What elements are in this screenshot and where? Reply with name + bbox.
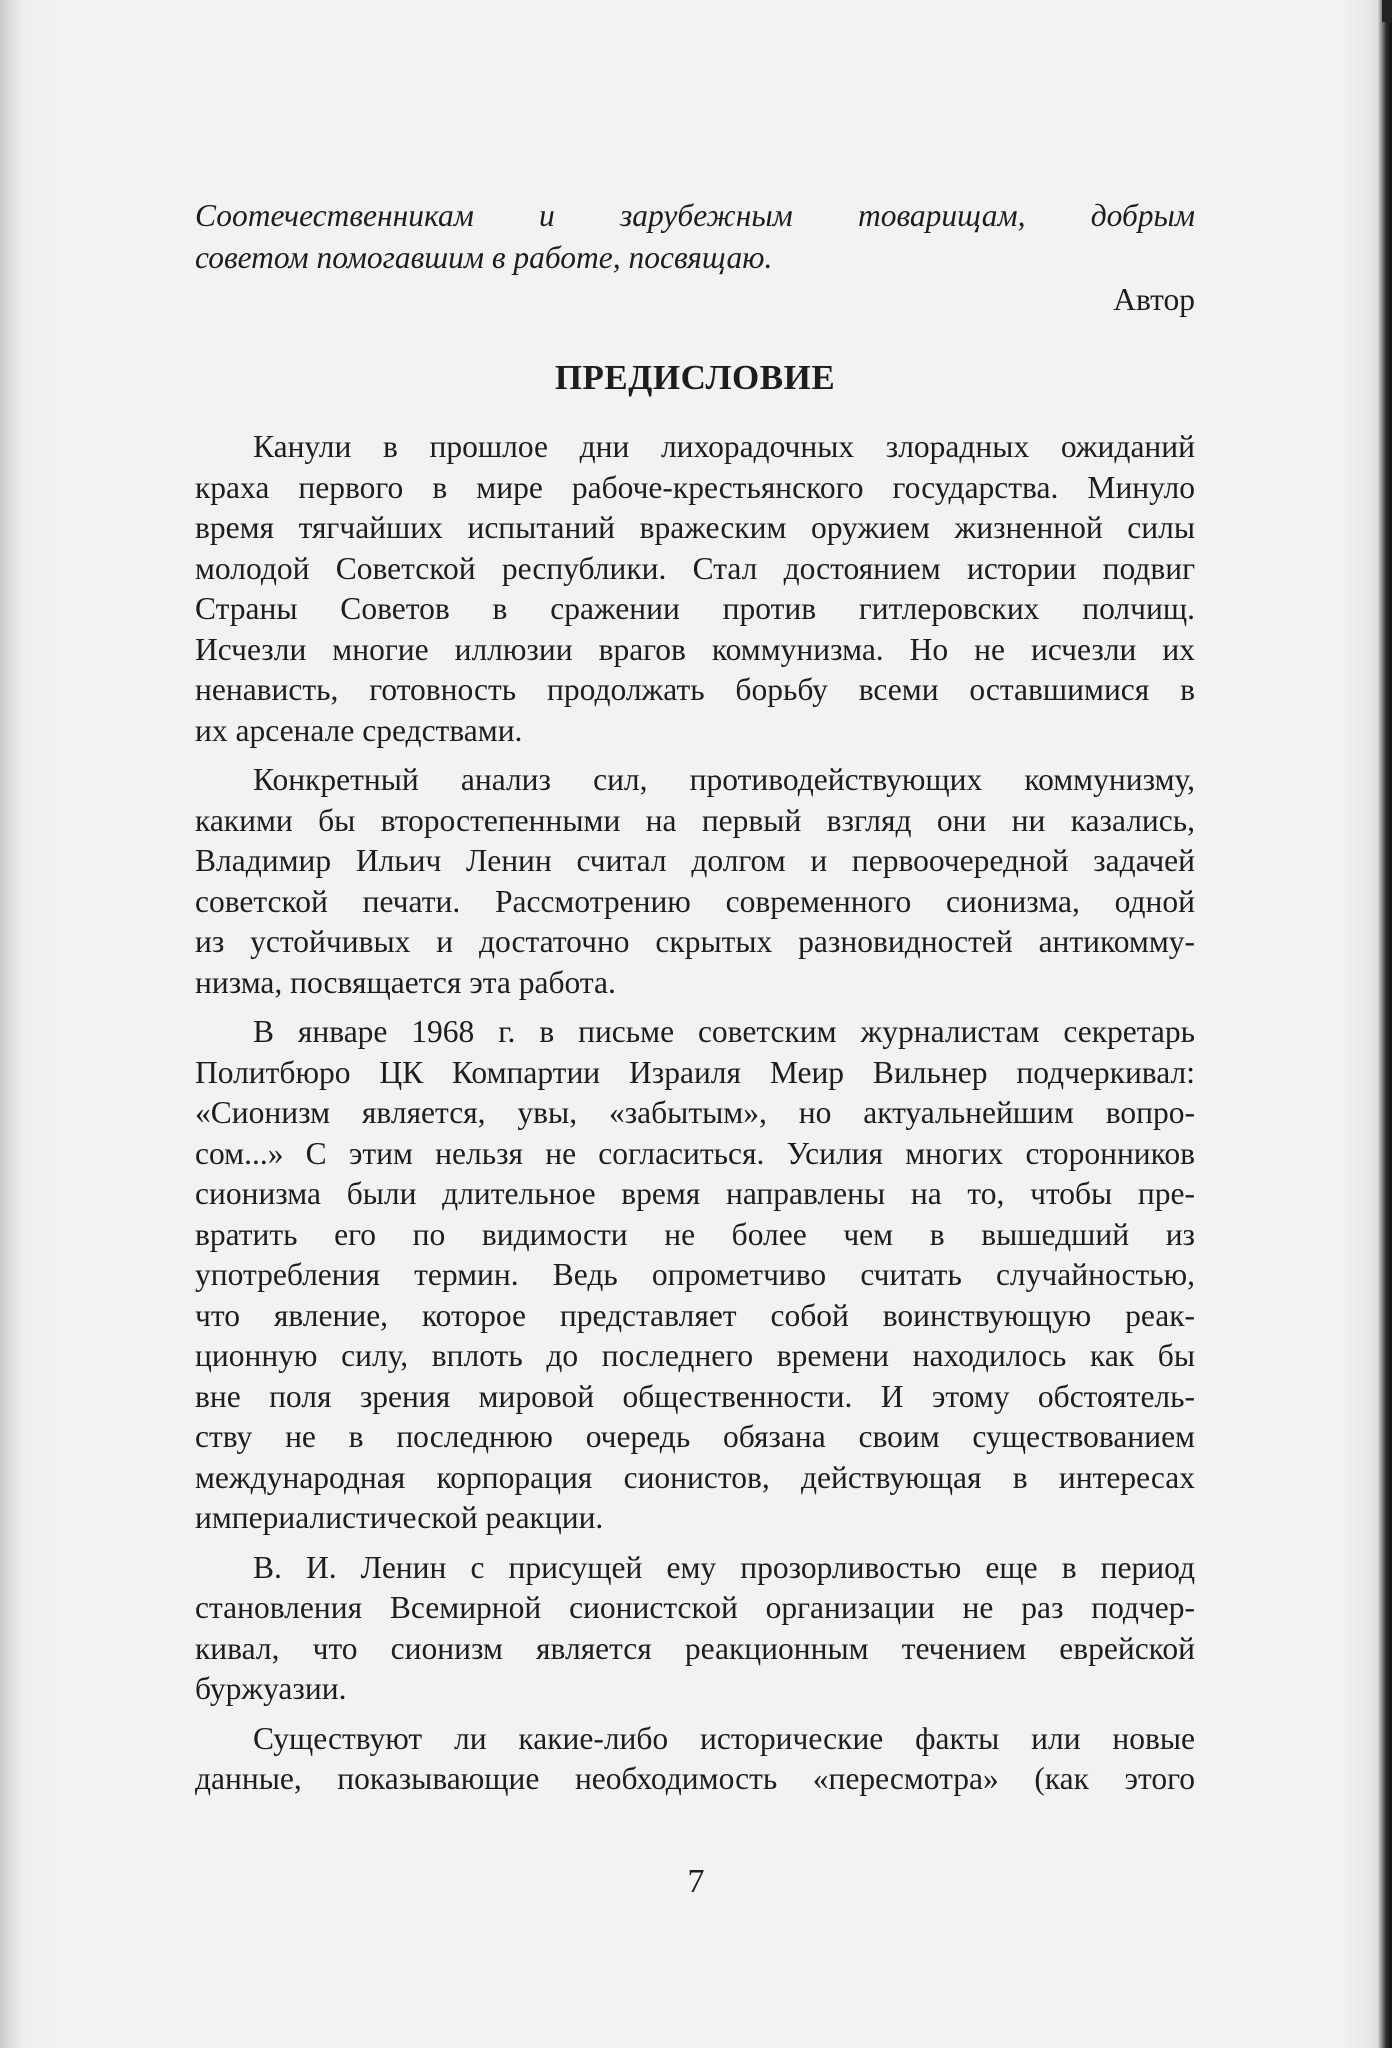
paragraph-line: Конкретный анализ сил, противодействующих коммунизму, bbox=[253, 762, 1195, 797]
section-heading: ПРЕДИСЛОВИЕ bbox=[554, 358, 836, 397]
paragraph-line: становления Всемирной сионистской организации не раз подчер- bbox=[195, 1590, 1195, 1625]
paragraph-line: буржуазии. bbox=[195, 1671, 347, 1706]
paragraph-line: Исчезли многие иллюзии врагов коммунизма. Но не исчезли их bbox=[195, 631, 1195, 667]
paragraph-line: вне поля зрения мировой общественности. И этому обстоятель- bbox=[195, 1378, 1195, 1414]
paragraph-gap bbox=[195, 751, 1195, 760]
paragraph-line: кивал, что сионизм является реакционным течением еврейской bbox=[195, 1630, 1195, 1666]
paragraph-line: время тягчайших испытаний вражеским оружием жизненной силы bbox=[195, 510, 1195, 545]
dedication bbox=[195, 195, 1195, 279]
paragraph-line: вратить его по видимости не более чем в вышедший из bbox=[195, 1216, 1195, 1252]
paragraph bbox=[195, 1012, 1195, 1539]
paragraph bbox=[195, 427, 1195, 751]
paragraph-line: сионизма были длительное время направлены на то, чтобы пре- bbox=[195, 1176, 1195, 1211]
paragraph-gap bbox=[195, 1003, 1195, 1012]
paragraph-line: молодой Советской республики. Стал достоянием истории подвиг bbox=[195, 550, 1195, 586]
paragraph-line: «Сионизм является, увы, «забытым», но актуальнейшим вопро- bbox=[195, 1095, 1195, 1130]
paragraph-line: ционную силу, вплоть до последнего времени находилось как бы bbox=[195, 1338, 1195, 1373]
page-number: 7 bbox=[687, 1863, 705, 1900]
paragraph-line: Владимир Ильич Ленин считал долгом и первоочередной задачей bbox=[195, 843, 1195, 878]
paragraph-line: низма, посвящается эта работа. bbox=[195, 964, 616, 1000]
paragraph-line: В. И. Ленин с присущей ему прозорливостью еще в период bbox=[253, 1549, 1195, 1585]
dedication-line: Соотечественникам и зарубежным товарищам, добрым bbox=[195, 198, 1195, 233]
paragraph bbox=[195, 1719, 1195, 1800]
paragraph-line: какими бы второстепенными на первый взгляд они ни казались, bbox=[195, 802, 1195, 838]
paragraph-line: Страны Советов в сражении против гитлеровских полчищ. bbox=[195, 591, 1195, 626]
paragraph-line: данные, показывающие необходимость «пересмотра» (как этого bbox=[195, 1761, 1195, 1796]
body-text bbox=[195, 427, 1195, 1800]
paragraph-line: ству не в последнюю очередь обязана своим существованием bbox=[195, 1419, 1195, 1454]
page-edge-tab bbox=[1382, 0, 1392, 22]
dedication-line: советом помогавшим в работе, посвящаю. bbox=[195, 240, 773, 275]
paragraph-line: советской печати. Рассмотрению современного сионизма, одной bbox=[195, 883, 1195, 919]
paragraph-line: международная корпорация сионистов, действующая в интересах bbox=[195, 1459, 1195, 1495]
paragraph bbox=[195, 760, 1195, 1003]
paragraph-line: что явление, которое представляет собой воинствующую реак- bbox=[195, 1297, 1195, 1333]
paragraph-line: сом...» С этим нельзя не согласиться. Усилия многих сторонников bbox=[195, 1135, 1195, 1171]
paragraph-line: Существуют ли какие-либо исторические факты или новые bbox=[253, 1720, 1195, 1756]
paragraph-line: ненависть, готовность продолжать борьбу всеми оставшимися в bbox=[195, 672, 1195, 707]
paragraph-line: их арсенале средствами. bbox=[195, 712, 523, 748]
page-content bbox=[195, 195, 1195, 1800]
paragraph-gap bbox=[195, 1539, 1195, 1548]
page-edge-shadow bbox=[1378, 0, 1392, 2048]
paragraph-line: из устойчивых и достаточно скрытых разновидностей антикомму- bbox=[195, 924, 1195, 959]
paragraph-line: В январе 1968 г. в письме советским журналистам секретарь bbox=[253, 1014, 1195, 1049]
paragraph-line: Политбюро ЦК Компартии Израиля Меир Вильнер подчеркивал: bbox=[195, 1054, 1195, 1090]
dedication-author: Автор bbox=[1113, 282, 1195, 317]
paragraph-line: употребления термин. Ведь опрометчиво считать случайностью, bbox=[195, 1257, 1195, 1292]
paragraph bbox=[195, 1548, 1195, 1710]
paragraph-line: империалистической реакции. bbox=[195, 1500, 604, 1535]
paragraph-gap bbox=[195, 1710, 1195, 1719]
paragraph-line: краха первого в мире рабоче-крестьянского государства. Минуло bbox=[195, 469, 1195, 505]
paragraph-line: Канули в прошлое дни лихорадочных злорадных ожиданий bbox=[253, 429, 1195, 464]
